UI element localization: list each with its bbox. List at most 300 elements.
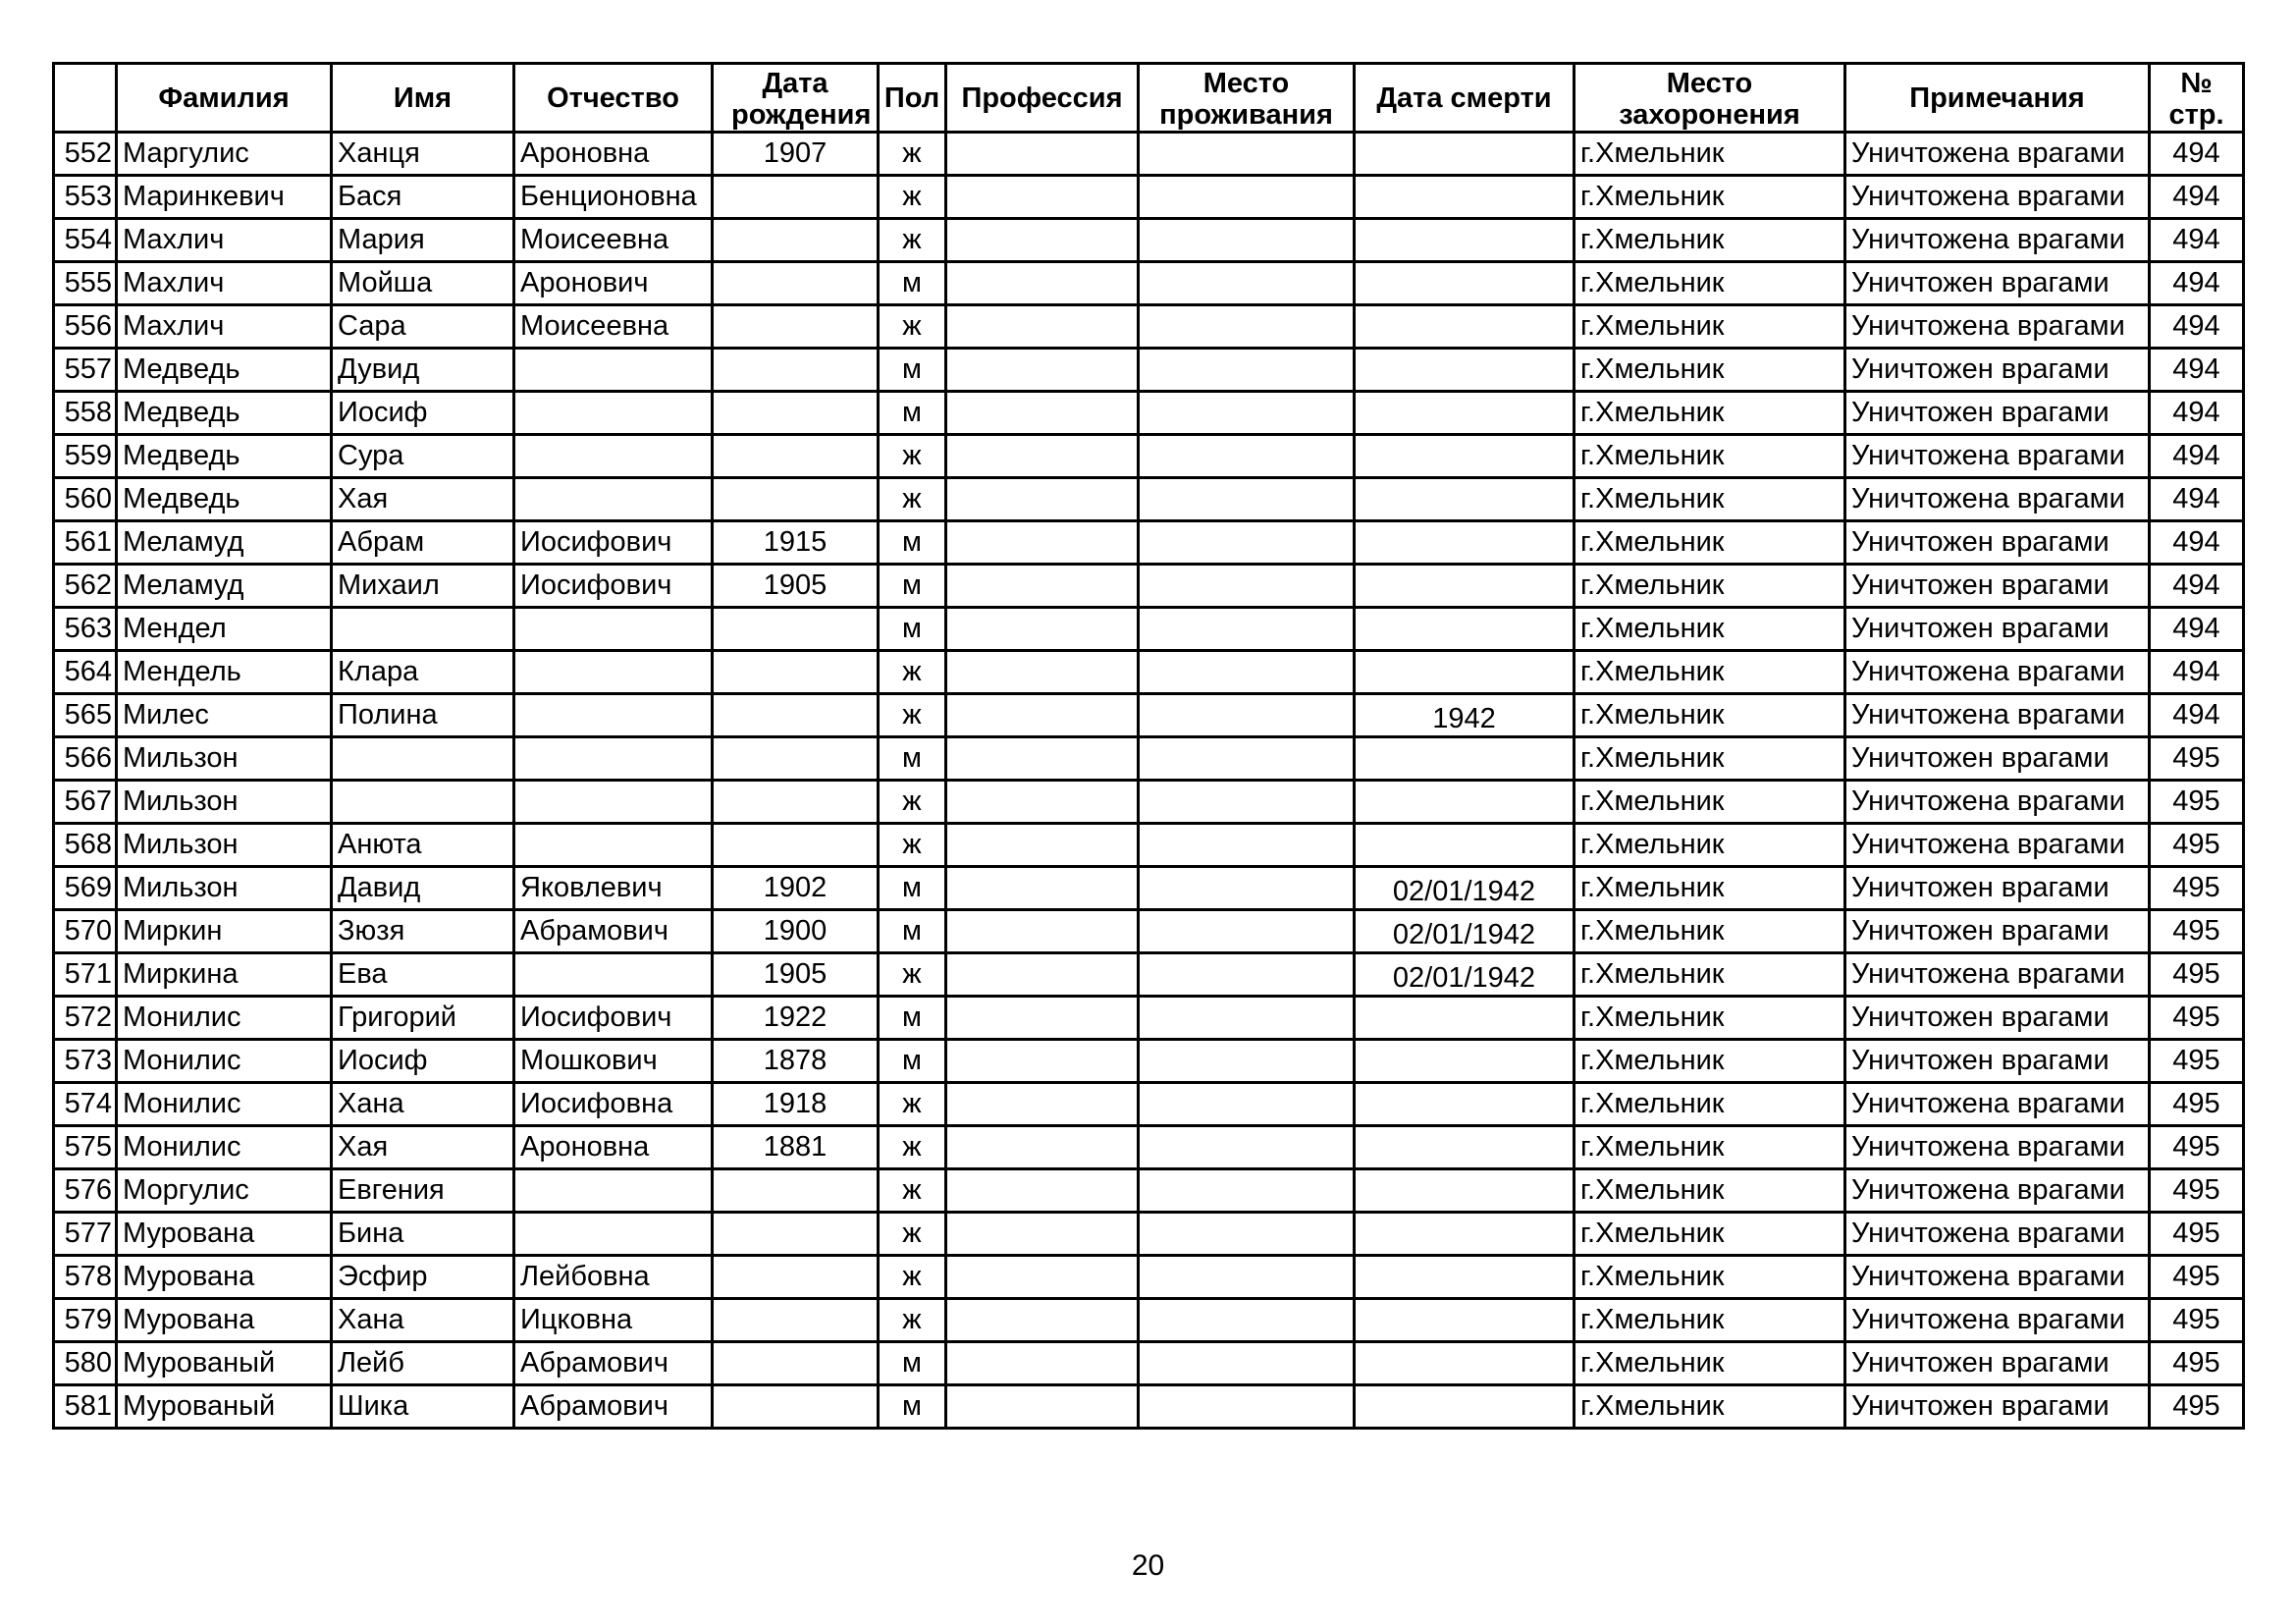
cell-surname: Мендел <box>117 608 332 651</box>
cell-row-number: 561 <box>54 521 117 565</box>
cell-residence <box>1139 1385 1355 1429</box>
cell-death-date <box>1355 565 1575 608</box>
cell-first-name: Абрам <box>332 521 514 565</box>
table-row <box>54 781 2244 824</box>
cell-notes: Уничтожена врагами <box>1845 176 2150 219</box>
cell-sex: м <box>879 1040 946 1083</box>
cell-profession <box>946 1169 1139 1213</box>
cell-profession <box>946 219 1139 262</box>
cell-page-ref: 494 <box>2150 262 2244 305</box>
cell-page-ref: 495 <box>2150 867 2244 910</box>
cell-row-number: 579 <box>54 1299 117 1342</box>
cell-death-date <box>1355 133 1575 176</box>
cell-residence <box>1139 521 1355 565</box>
cell-residence <box>1139 1169 1355 1213</box>
cell-notes: Уничтожен врагами <box>1845 737 2150 781</box>
cell-profession <box>946 435 1139 478</box>
cell-patronymic: Ароновна <box>514 1126 713 1169</box>
cell-surname: Мурованый <box>117 1342 332 1385</box>
cell-burial-place: г.Хмельник <box>1575 305 1845 349</box>
cell-patronymic: Бенционовна <box>514 176 713 219</box>
cell-first-name <box>332 608 514 651</box>
cell-surname: Мендель <box>117 651 332 694</box>
cell-notes: Уничтожена врагами <box>1845 305 2150 349</box>
cell-death-date <box>1355 608 1575 651</box>
cell-birth-date <box>713 608 879 651</box>
cell-row-number: 573 <box>54 1040 117 1083</box>
cell-birth-date <box>713 1342 879 1385</box>
cell-burial-place: г.Хмельник <box>1575 1040 1845 1083</box>
cell-birth-date: 1900 <box>713 910 879 953</box>
cell-death-date <box>1355 997 1575 1040</box>
cell-notes: Уничтожен врагами <box>1845 392 2150 435</box>
cell-page-ref: 495 <box>2150 1126 2244 1169</box>
cell-surname: Мильзон <box>117 737 332 781</box>
cell-profession <box>946 608 1139 651</box>
cell-residence <box>1139 392 1355 435</box>
cell-residence <box>1139 478 1355 521</box>
register-sheet <box>52 62 2245 1430</box>
cell-profession <box>946 478 1139 521</box>
cell-page-ref: 495 <box>2150 1083 2244 1126</box>
cell-death-date <box>1355 435 1575 478</box>
cell-notes: Уничтожена врагами <box>1845 1169 2150 1213</box>
cell-profession <box>946 1342 1139 1385</box>
table-header <box>54 64 2244 133</box>
cell-death-date <box>1355 1040 1575 1083</box>
cell-profession <box>946 1040 1139 1083</box>
header-profession: Профессия <box>946 64 1139 133</box>
cell-burial-place: г.Хмельник <box>1575 824 1845 867</box>
cell-surname: Мурованый <box>117 1385 332 1429</box>
cell-sex: м <box>879 262 946 305</box>
cell-row-number: 574 <box>54 1083 117 1126</box>
cell-row-number: 571 <box>54 953 117 997</box>
cell-first-name: Мойша <box>332 262 514 305</box>
cell-first-name: Хана <box>332 1083 514 1126</box>
cell-profession <box>946 1083 1139 1126</box>
cell-residence <box>1139 1256 1355 1299</box>
cell-row-number: 570 <box>54 910 117 953</box>
table-row <box>54 694 2244 737</box>
cell-death-date <box>1355 1385 1575 1429</box>
cell-surname: Мильзон <box>117 781 332 824</box>
cell-row-number: 581 <box>54 1385 117 1429</box>
cell-burial-place: г.Хмельник <box>1575 1169 1845 1213</box>
table-row <box>54 824 2244 867</box>
cell-page-ref: 494 <box>2150 176 2244 219</box>
cell-row-number: 564 <box>54 651 117 694</box>
cell-page-ref: 495 <box>2150 1213 2244 1256</box>
cell-row-number: 565 <box>54 694 117 737</box>
cell-residence <box>1139 781 1355 824</box>
cell-row-number: 578 <box>54 1256 117 1299</box>
cell-page-ref: 495 <box>2150 737 2244 781</box>
cell-first-name: Полина <box>332 694 514 737</box>
table-row <box>54 1169 2244 1213</box>
cell-profession <box>946 694 1139 737</box>
cell-patronymic <box>514 478 713 521</box>
cell-profession <box>946 651 1139 694</box>
cell-death-date: 02/01/1942 <box>1355 867 1575 910</box>
cell-patronymic <box>514 953 713 997</box>
cell-row-number: 558 <box>54 392 117 435</box>
cell-first-name: Иосиф <box>332 1040 514 1083</box>
cell-page-ref: 495 <box>2150 1040 2244 1083</box>
cell-page-ref: 495 <box>2150 1385 2244 1429</box>
cell-residence <box>1139 997 1355 1040</box>
header-notes: Примечания <box>1845 64 2150 133</box>
cell-birth-date <box>713 305 879 349</box>
cell-burial-place: г.Хмельник <box>1575 694 1845 737</box>
cell-surname: Мурована <box>117 1256 332 1299</box>
cell-residence <box>1139 435 1355 478</box>
cell-row-number: 566 <box>54 737 117 781</box>
cell-first-name: Бина <box>332 1213 514 1256</box>
cell-birth-date: 1922 <box>713 997 879 1040</box>
cell-notes: Уничтожен врагами <box>1845 997 2150 1040</box>
cell-first-name: Сара <box>332 305 514 349</box>
cell-burial-place: г.Хмельник <box>1575 262 1845 305</box>
cell-death-date <box>1355 1126 1575 1169</box>
cell-profession <box>946 133 1139 176</box>
cell-first-name: Анюта <box>332 824 514 867</box>
cell-sex: м <box>879 565 946 608</box>
cell-page-ref: 495 <box>2150 953 2244 997</box>
cell-patronymic: Иосифович <box>514 565 713 608</box>
cell-first-name <box>332 737 514 781</box>
cell-sex: ж <box>879 176 946 219</box>
cell-first-name: Михаил <box>332 565 514 608</box>
cell-first-name: Бася <box>332 176 514 219</box>
cell-burial-place: г.Хмельник <box>1575 521 1845 565</box>
cell-birth-date <box>713 651 879 694</box>
cell-notes: Уничтожена врагами <box>1845 435 2150 478</box>
cell-first-name <box>332 781 514 824</box>
cell-page-ref: 494 <box>2150 305 2244 349</box>
cell-burial-place: г.Хмельник <box>1575 478 1845 521</box>
cell-profession <box>946 1385 1139 1429</box>
cell-birth-date: 1878 <box>713 1040 879 1083</box>
cell-first-name: Ева <box>332 953 514 997</box>
cell-patronymic: Ицковна <box>514 1299 713 1342</box>
cell-sex: ж <box>879 133 946 176</box>
cell-burial-place: г.Хмельник <box>1575 392 1845 435</box>
cell-birth-date <box>713 824 879 867</box>
cell-page-ref: 495 <box>2150 824 2244 867</box>
cell-residence <box>1139 651 1355 694</box>
cell-birth-date: 1902 <box>713 867 879 910</box>
cell-residence <box>1139 867 1355 910</box>
cell-first-name: Лейб <box>332 1342 514 1385</box>
cell-surname: Мурована <box>117 1299 332 1342</box>
cell-surname: Монилис <box>117 1040 332 1083</box>
cell-row-number: 556 <box>54 305 117 349</box>
cell-burial-place: г.Хмельник <box>1575 867 1845 910</box>
cell-notes: Уничтожен врагами <box>1845 1385 2150 1429</box>
cell-profession <box>946 867 1139 910</box>
cell-surname: Монилис <box>117 1126 332 1169</box>
cell-profession <box>946 305 1139 349</box>
table-row <box>54 1299 2244 1342</box>
cell-death-date <box>1355 651 1575 694</box>
cell-residence <box>1139 1213 1355 1256</box>
cell-row-number: 559 <box>54 435 117 478</box>
table-row <box>54 910 2244 953</box>
cell-birth-date <box>713 349 879 392</box>
cell-sex: м <box>879 997 946 1040</box>
cell-birth-date <box>713 1299 879 1342</box>
cell-residence <box>1139 1299 1355 1342</box>
cell-residence <box>1139 608 1355 651</box>
header-number <box>54 64 117 133</box>
cell-residence <box>1139 176 1355 219</box>
cell-birth-date <box>713 781 879 824</box>
cell-notes: Уничтожен врагами <box>1845 349 2150 392</box>
cell-birth-date <box>713 262 879 305</box>
cell-residence <box>1139 1083 1355 1126</box>
cell-surname: Меламуд <box>117 521 332 565</box>
table-row <box>54 1040 2244 1083</box>
cell-surname: Махлич <box>117 305 332 349</box>
cell-surname: Миркин <box>117 910 332 953</box>
cell-first-name: Хана <box>332 1299 514 1342</box>
cell-sex: ж <box>879 694 946 737</box>
cell-page-ref: 494 <box>2150 435 2244 478</box>
cell-death-date <box>1355 1299 1575 1342</box>
cell-patronymic <box>514 392 713 435</box>
cell-sex: ж <box>879 781 946 824</box>
cell-row-number: 553 <box>54 176 117 219</box>
header-patronymic: Отчество <box>514 64 713 133</box>
header-row <box>54 64 2244 133</box>
cell-first-name: Иосиф <box>332 392 514 435</box>
cell-sex: м <box>879 737 946 781</box>
cell-notes: Уничтожена врагами <box>1845 1083 2150 1126</box>
cell-sex: м <box>879 910 946 953</box>
header-birth-date <box>713 64 879 133</box>
cell-surname: Монилис <box>117 997 332 1040</box>
cell-sex: ж <box>879 1169 946 1213</box>
cell-patronymic <box>514 781 713 824</box>
cell-burial-place: г.Хмельник <box>1575 1213 1845 1256</box>
cell-burial-place: г.Хмельник <box>1575 435 1845 478</box>
cell-patronymic <box>514 349 713 392</box>
header-residence <box>1139 64 1355 133</box>
cell-page-ref: 495 <box>2150 1299 2244 1342</box>
cell-surname: Милес <box>117 694 332 737</box>
cell-patronymic <box>514 737 713 781</box>
cell-patronymic: Абрамович <box>514 1342 713 1385</box>
cell-patronymic: Ароновна <box>514 133 713 176</box>
cell-birth-date: 1918 <box>713 1083 879 1126</box>
cell-burial-place: г.Хмельник <box>1575 1342 1845 1385</box>
cell-death-date <box>1355 176 1575 219</box>
cell-profession <box>946 824 1139 867</box>
cell-notes: Уничтожен врагами <box>1845 1342 2150 1385</box>
table-row <box>54 305 2244 349</box>
cell-surname: Махлич <box>117 219 332 262</box>
cell-residence <box>1139 305 1355 349</box>
table-row <box>54 953 2244 997</box>
cell-residence <box>1139 219 1355 262</box>
cell-birth-date <box>713 737 879 781</box>
cell-notes: Уничтожена врагами <box>1845 1213 2150 1256</box>
cell-page-ref: 494 <box>2150 651 2244 694</box>
cell-patronymic <box>514 651 713 694</box>
victims-table <box>52 62 2245 1430</box>
cell-death-date <box>1355 1169 1575 1213</box>
table-row <box>54 1342 2244 1385</box>
cell-notes: Уничтожен врагами <box>1845 867 2150 910</box>
cell-page-ref: 495 <box>2150 910 2244 953</box>
header-death-date: Дата смерти <box>1355 64 1575 133</box>
cell-birth-date: 1881 <box>713 1126 879 1169</box>
cell-profession <box>946 262 1139 305</box>
cell-sex: ж <box>879 953 946 997</box>
cell-surname: Медведь <box>117 435 332 478</box>
cell-birth-date <box>713 176 879 219</box>
cell-death-date <box>1355 349 1575 392</box>
cell-row-number: 577 <box>54 1213 117 1256</box>
cell-profession <box>946 565 1139 608</box>
table-row <box>54 737 2244 781</box>
header-burial-place-text: Место захоронения <box>1619 68 1800 131</box>
cell-page-ref: 494 <box>2150 694 2244 737</box>
cell-row-number: 572 <box>54 997 117 1040</box>
cell-death-date <box>1355 521 1575 565</box>
cell-sex: ж <box>879 435 946 478</box>
cell-death-date: 1942 <box>1355 694 1575 737</box>
cell-patronymic <box>514 1213 713 1256</box>
cell-profession <box>946 953 1139 997</box>
cell-patronymic: Абрамович <box>514 1385 713 1429</box>
cell-page-ref: 495 <box>2150 997 2244 1040</box>
cell-death-date <box>1355 392 1575 435</box>
cell-residence <box>1139 1342 1355 1385</box>
cell-surname: Моргулис <box>117 1169 332 1213</box>
cell-burial-place: г.Хмельник <box>1575 781 1845 824</box>
table-row <box>54 176 2244 219</box>
cell-birth-date <box>713 435 879 478</box>
cell-first-name: Григорий <box>332 997 514 1040</box>
cell-sex: м <box>879 867 946 910</box>
cell-sex: ж <box>879 1213 946 1256</box>
cell-row-number: 575 <box>54 1126 117 1169</box>
cell-notes: Уничтожена врагами <box>1845 953 2150 997</box>
cell-notes: Уничтожена врагами <box>1845 651 2150 694</box>
cell-profession <box>946 910 1139 953</box>
cell-patronymic <box>514 824 713 867</box>
cell-first-name: Хая <box>332 1126 514 1169</box>
cell-surname: Мильзон <box>117 824 332 867</box>
cell-birth-date: 1905 <box>713 565 879 608</box>
table-row <box>54 478 2244 521</box>
cell-burial-place: г.Хмельник <box>1575 910 1845 953</box>
cell-notes: Уничтожен врагами <box>1845 910 2150 953</box>
cell-burial-place: г.Хмельник <box>1575 1299 1845 1342</box>
cell-profession <box>946 349 1139 392</box>
cell-row-number: 580 <box>54 1342 117 1385</box>
cell-first-name: Хая <box>332 478 514 521</box>
cell-residence <box>1139 1040 1355 1083</box>
cell-first-name: Дувид <box>332 349 514 392</box>
cell-row-number: 557 <box>54 349 117 392</box>
cell-row-number: 555 <box>54 262 117 305</box>
cell-birth-date <box>713 1213 879 1256</box>
cell-notes: Уничтожена врагами <box>1845 824 2150 867</box>
cell-patronymic: Яковлевич <box>514 867 713 910</box>
cell-notes: Уничтожена врагами <box>1845 694 2150 737</box>
cell-death-date <box>1355 824 1575 867</box>
cell-death-date <box>1355 305 1575 349</box>
table-row <box>54 867 2244 910</box>
cell-patronymic: Иосифовна <box>514 1083 713 1126</box>
header-page-ref-text: № стр. <box>2168 68 2224 131</box>
cell-page-ref: 495 <box>2150 1256 2244 1299</box>
cell-sex: ж <box>879 478 946 521</box>
cell-row-number: 569 <box>54 867 117 910</box>
cell-notes: Уничтожена врагами <box>1845 1126 2150 1169</box>
cell-death-date: 02/01/1942 <box>1355 953 1575 997</box>
cell-notes: Уничтожена врагами <box>1845 219 2150 262</box>
header-birth-date-text: Дата рождения <box>731 68 872 131</box>
cell-burial-place: г.Хмельник <box>1575 737 1845 781</box>
cell-burial-place: г.Хмельник <box>1575 1126 1845 1169</box>
cell-residence <box>1139 1126 1355 1169</box>
cell-residence <box>1139 262 1355 305</box>
cell-patronymic <box>514 435 713 478</box>
cell-surname: Медведь <box>117 478 332 521</box>
cell-surname: Медведь <box>117 349 332 392</box>
cell-patronymic: Иосифович <box>514 521 713 565</box>
cell-page-ref: 495 <box>2150 781 2244 824</box>
cell-first-name: Шика <box>332 1385 514 1429</box>
cell-birth-date <box>713 219 879 262</box>
cell-first-name: Сура <box>332 435 514 478</box>
cell-notes: Уничтожен врагами <box>1845 565 2150 608</box>
table-row <box>54 565 2244 608</box>
cell-burial-place: г.Хмельник <box>1575 1256 1845 1299</box>
cell-profession <box>946 1126 1139 1169</box>
page-number: 20 <box>1131 1549 1165 1582</box>
cell-death-date <box>1355 1256 1575 1299</box>
cell-sex: м <box>879 1385 946 1429</box>
cell-death-date <box>1355 1342 1575 1385</box>
cell-row-number: 552 <box>54 133 117 176</box>
cell-notes: Уничтожена врагами <box>1845 1299 2150 1342</box>
cell-page-ref: 494 <box>2150 392 2244 435</box>
cell-patronymic: Аронович <box>514 262 713 305</box>
cell-patronymic: Иосифович <box>514 997 713 1040</box>
cell-profession <box>946 997 1139 1040</box>
cell-notes: Уничтожен врагами <box>1845 262 2150 305</box>
table-row <box>54 1126 2244 1169</box>
cell-first-name: Ханця <box>332 133 514 176</box>
cell-birth-date: 1915 <box>713 521 879 565</box>
cell-row-number: 563 <box>54 608 117 651</box>
cell-page-ref: 494 <box>2150 133 2244 176</box>
cell-residence <box>1139 824 1355 867</box>
header-burial-place <box>1575 64 1845 133</box>
table-row <box>54 1385 2244 1429</box>
cell-first-name: Евгения <box>332 1169 514 1213</box>
cell-sex: ж <box>879 1256 946 1299</box>
cell-page-ref: 494 <box>2150 478 2244 521</box>
header-residence-text: Место проживания <box>1159 68 1333 131</box>
cell-sex: ж <box>879 1126 946 1169</box>
cell-patronymic <box>514 694 713 737</box>
